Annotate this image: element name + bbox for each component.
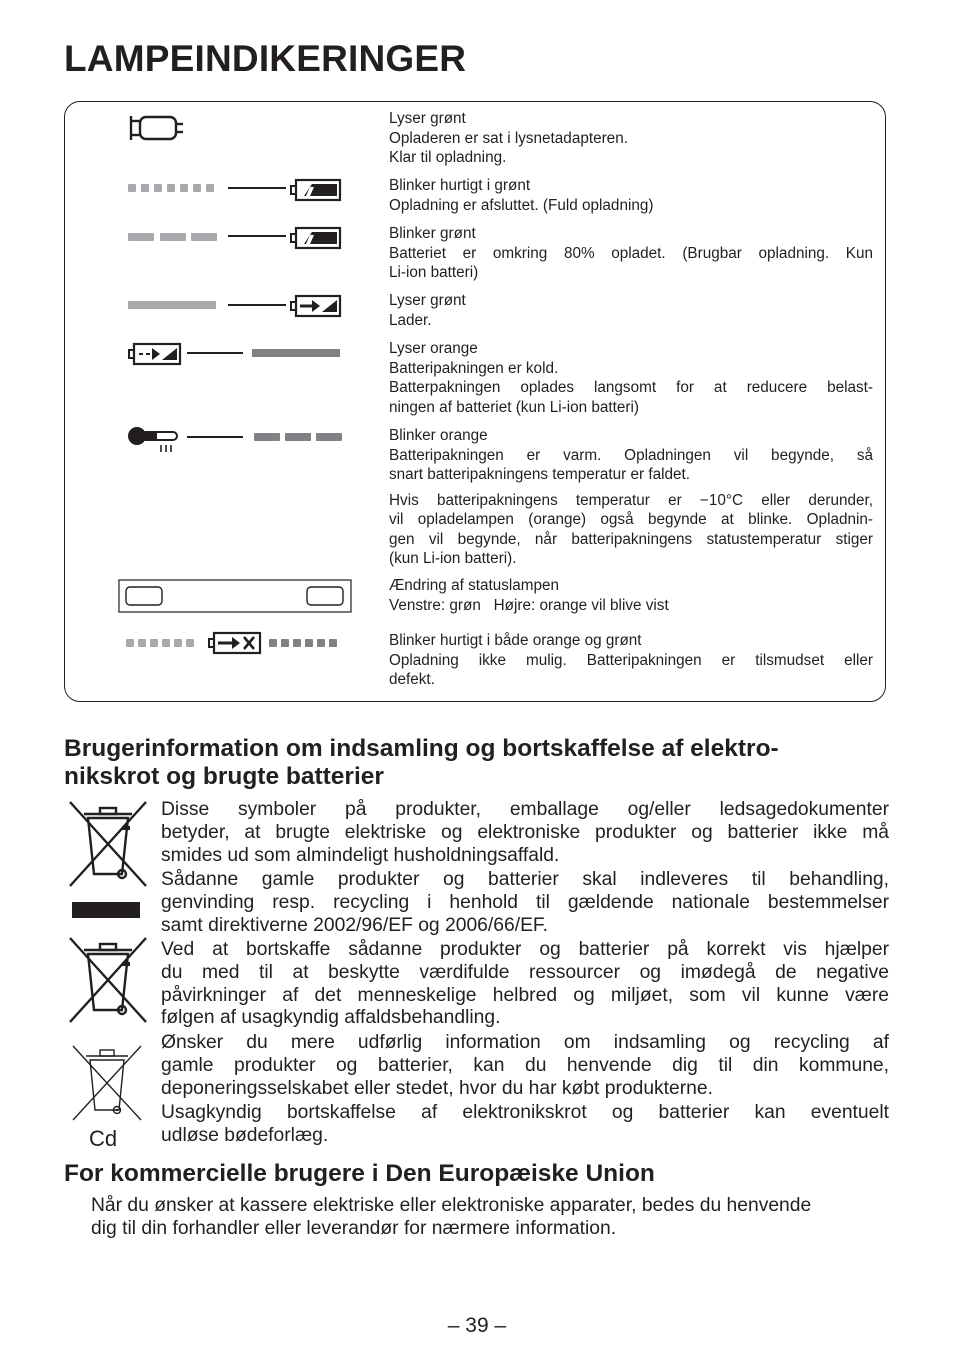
battery-charging-icon bbox=[290, 294, 342, 318]
connector-line bbox=[187, 352, 243, 354]
cd-label: Cd bbox=[89, 1126, 118, 1151]
commercial-heading: For kommercielle brugere i Den Europæiske Union bbox=[64, 1160, 655, 1187]
battery-error-icon bbox=[208, 631, 262, 655]
slow-blink-dashes bbox=[128, 233, 220, 243]
connector-line bbox=[187, 436, 243, 438]
disposal-paragraph-3: Ved at bortskaffe sådanne produkter og batterier på korrekt vis hjælper du med til at beskytte værdifulde ressourcer og imødegå de negative påvirkninger af det menneskelige helbred og miljøet, som vil kunne være følgen af usagkyndig affaldsbehandling. bbox=[161, 939, 889, 1029]
page-title: LAMPEINDIKERINGER bbox=[64, 38, 467, 79]
connector-line bbox=[228, 235, 286, 237]
crossed-bin-icon bbox=[66, 936, 150, 1026]
page-number: – 39 – bbox=[447, 1314, 507, 1337]
fast-blink-dots bbox=[126, 639, 206, 649]
indicator-row-7: Ændring af statuslampen Venstre: grøn Højre: orange vil blive vist bbox=[389, 577, 669, 614]
disposal-paragraph-2: Sådanne gamle produkter og batterier skal indleveres til behandling, genvinding resp. recycling i henhold til gældende nationale bestemmelser samt direktiverne 2002/96/EF og 2006/66/EF. bbox=[161, 869, 889, 936]
status-lamps-icon bbox=[118, 579, 352, 613]
slow-blink-dashes bbox=[254, 433, 344, 443]
steady-light-bar bbox=[128, 301, 216, 309]
steady-light-bar bbox=[252, 349, 340, 357]
indicator-row-5: Lyser orange Batteripakningen er kold. Batterpakningen oplades langsomt for at reducere belast- ningen af batteriet (kun Li-ion batteri) bbox=[389, 340, 873, 416]
indicator-row-1: Lyser grønt Opladeren er sat i lysnetadapteren. Klar til opladning. bbox=[389, 110, 628, 166]
indicator-row-2: Blinker hurtigt i grønt Opladning er afsluttet. (Fuld opladning) bbox=[389, 177, 654, 214]
battery-full-icon bbox=[290, 226, 342, 250]
indicator-row-3: Blinker grønt Batteriet er omkring 80% opladet. (Brugbar opladning. Kun Li-ion batteri) bbox=[389, 225, 873, 281]
battery-bin-icon bbox=[70, 1044, 144, 1122]
solid-bar bbox=[72, 902, 140, 918]
crossed-bin-icon bbox=[66, 800, 150, 890]
fast-blink-dots bbox=[128, 184, 218, 194]
indicator-row-4: Lyser grønt Lader. bbox=[389, 292, 466, 329]
commercial-paragraph: Når du ønsker at kassere elektriske eller elektroniske apparater, bedes du henvende dig til din forhandler eller leverandør for nærmere information. bbox=[91, 1195, 812, 1239]
battery-full-icon bbox=[290, 178, 342, 202]
connector-line bbox=[228, 187, 286, 189]
disposal-paragraph-5: Usagkyndig bortskaffelse af elektronikskrot og batterier kan eventuelt udløse bødeforlæg. bbox=[161, 1102, 889, 1146]
connector-line bbox=[228, 304, 286, 306]
thermometer-icon bbox=[126, 424, 184, 454]
disposal-heading: Brugerinformation om indsamling og bortskaffelse af elektro- nikskrot og brugte batterier bbox=[64, 735, 779, 790]
plug-icon bbox=[128, 112, 186, 144]
disposal-paragraph-4: Ønsker du mere udførlig information om indsamling og recycling af gamle produkter og batterier, kan du henvende dig til din kommune, deponeringsselskabet eller stedet, hvor du har købt produkterne. bbox=[161, 1032, 889, 1099]
disposal-paragraph-1: Disse symboler på produkter, emballage og/eller ledsagedokumenter betyder, at brugte elektriske og elektroniske produkter og batterier ikke må smides ud som almindeligt husholdningsaffald. bbox=[161, 799, 889, 866]
battery-cold-icon bbox=[128, 342, 182, 366]
indicator-row-8: Blinker hurtigt i både orange og grønt Opladning ikke mulig. Batteripakningen er tilsmudset eller defekt. bbox=[389, 632, 873, 688]
indicator-row-6: Blinker orange Batteripakningen er varm. Opladningen vil begynde, så snart batteripakningens temperatur er faldet. Hvis batteripakningens temperatur er −10°C eller derunder, vil opladelampen (orange) også begynde at blinke. Opladnin- gen vil begynde, når batteripakningens statustemperatur stiger (kun Li-ion batteri). bbox=[389, 427, 873, 567]
fast-blink-dots bbox=[269, 639, 349, 649]
